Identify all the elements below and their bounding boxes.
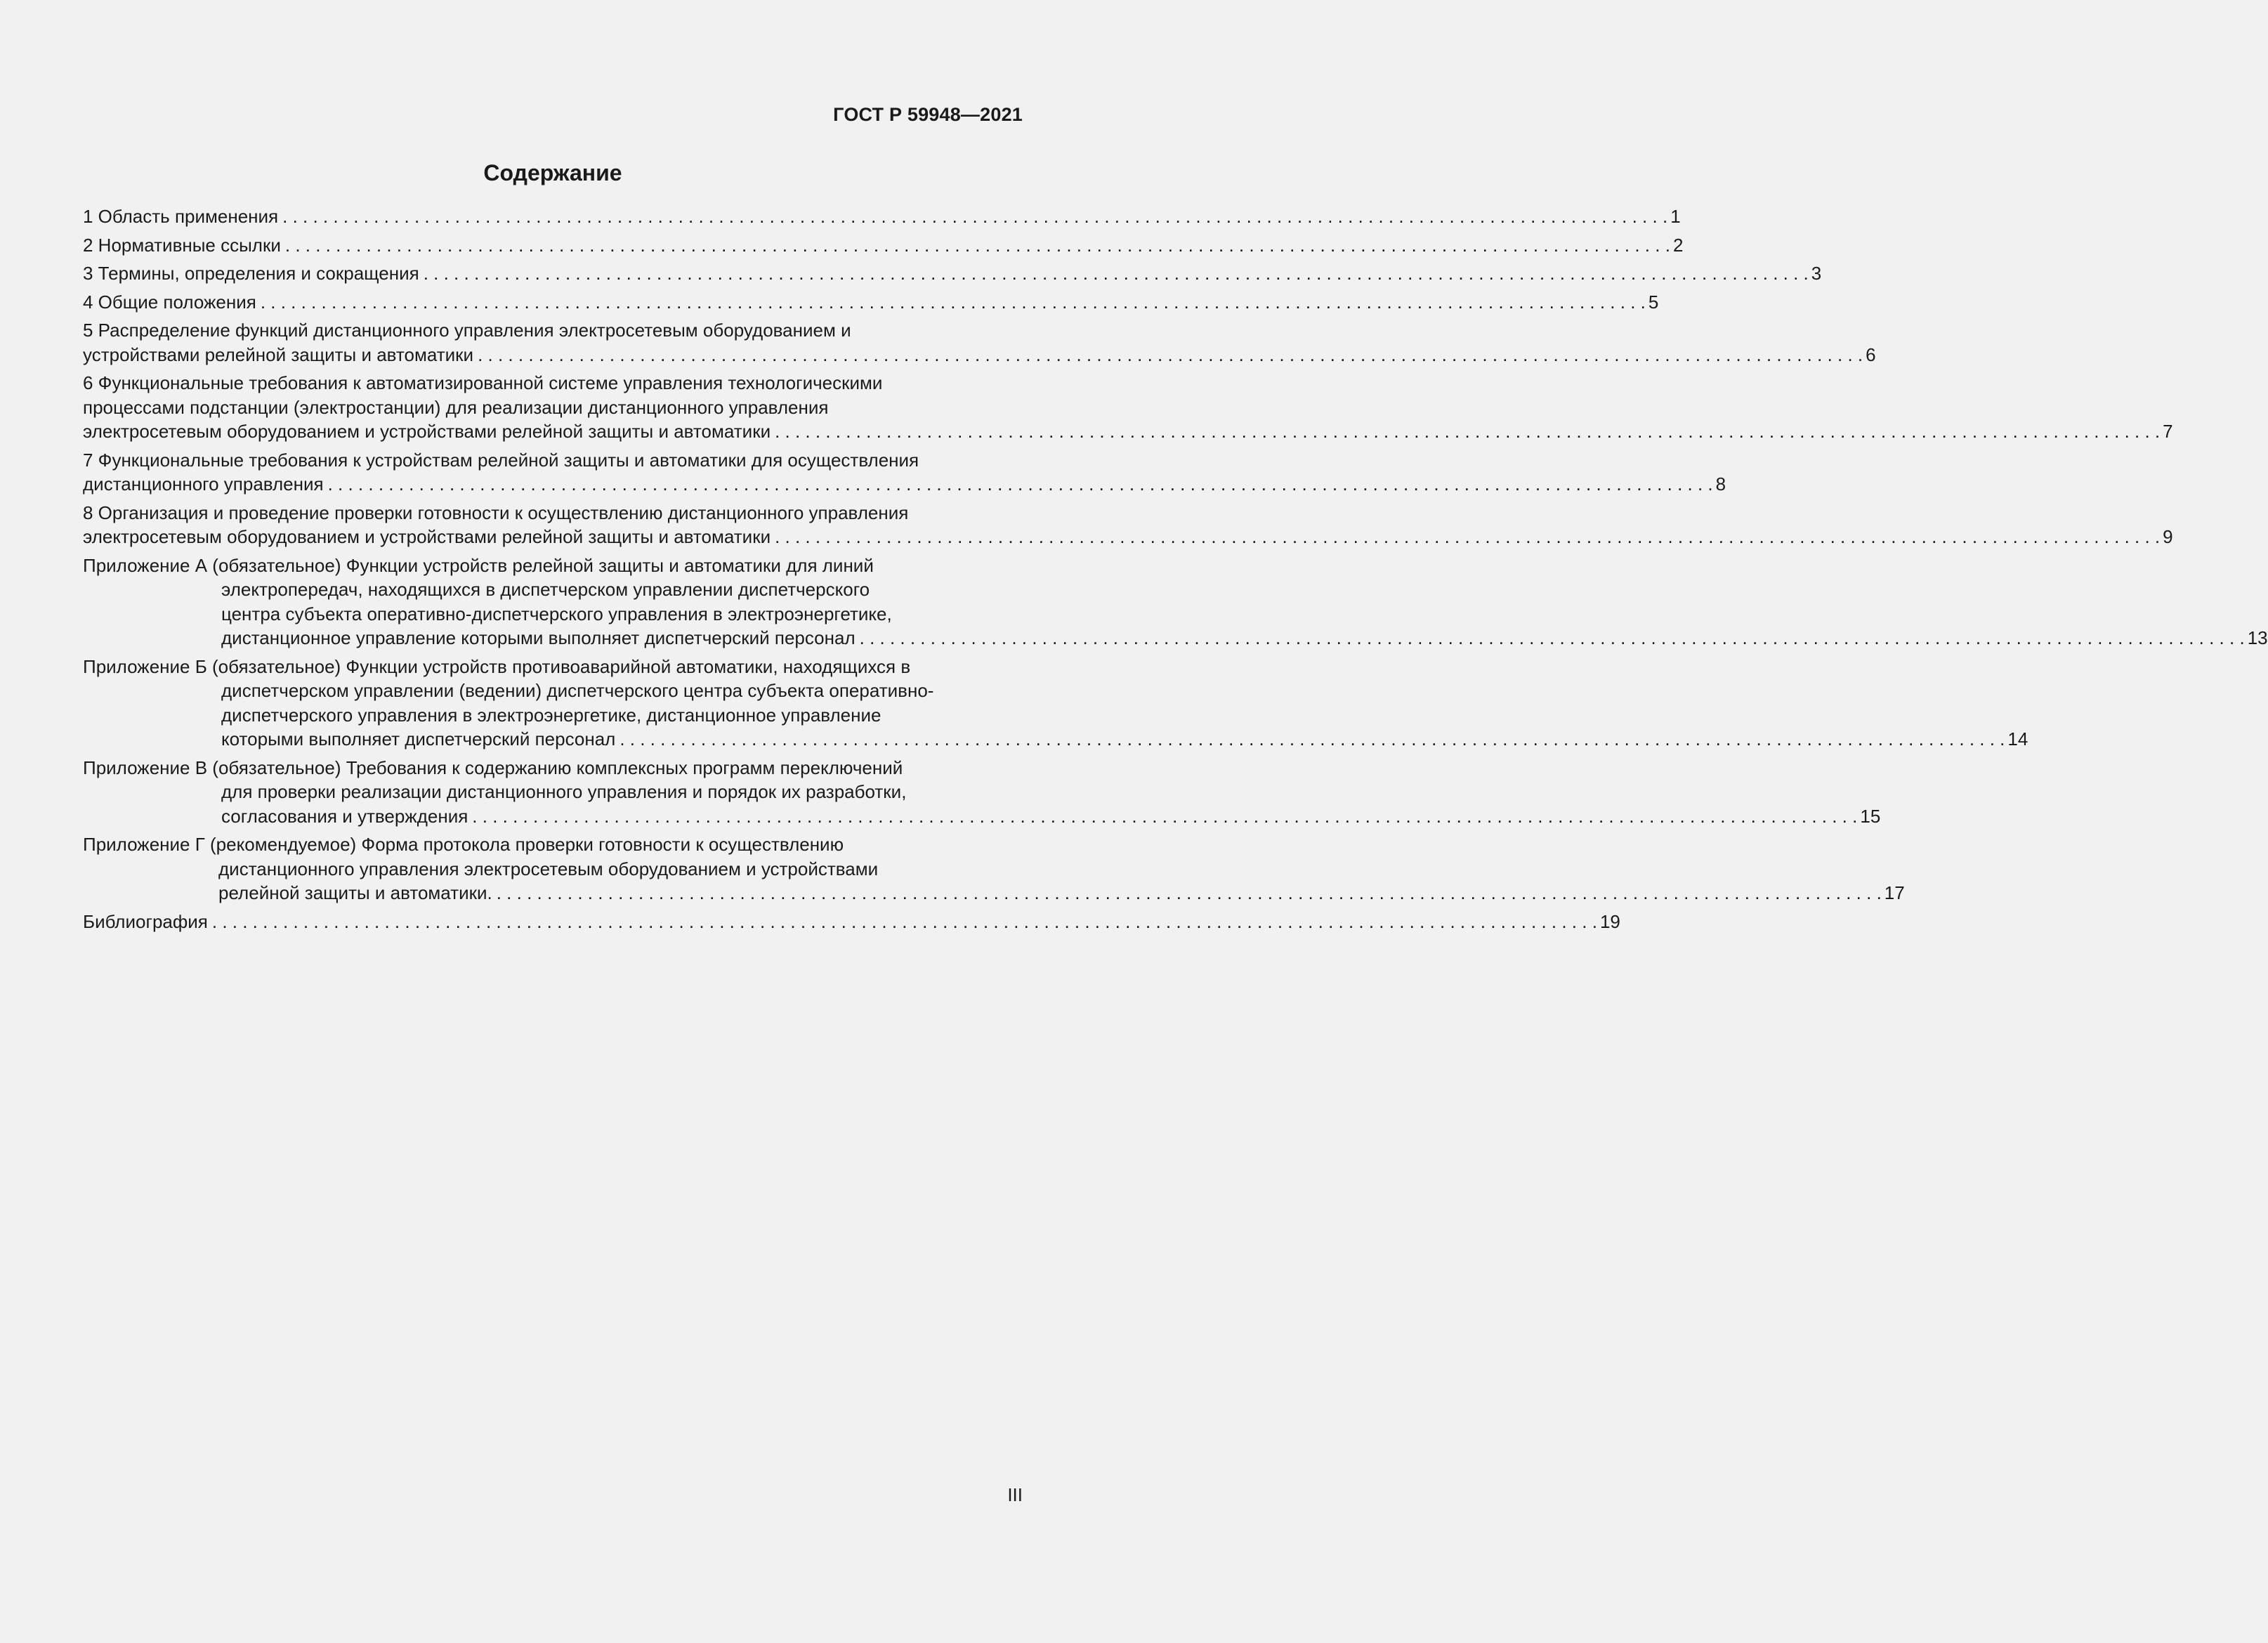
- dot-leader: . . . . . . . . . . . . . . . . . . . . . . . . . . . . . . . . . . . . . . . . . . . . . . . . . . . . . . . . . . . . . . . . . . . . . . . . . . . . . . . . . . . . . . . . . . . . . . . . . . . . . . . . . . . . . . . . . . . . . . . . . . . . . . . . . . . . . . . . .: [775, 421, 2161, 442]
- toc-page-number: 3: [1811, 263, 1822, 284]
- toc-entry-text: электросетевым оборудованием и устройствами релейной защиты и автоматики: [83, 421, 771, 442]
- toc-entry-appendix-a[interactable]: [83, 554, 2268, 650]
- toc-entry-6[interactable]: [83, 371, 2173, 444]
- dot-leader: . . . . . . . . . . . . . . . . . . . . . . . . . . . . . . . . . . . . . . . . . . . . . . . . . . . . . . . . . . . . . . . . . . . . . . . . . . . . . . . . . . . . . . . . . . . . . . . . . . . . . . . . . . . . . . . . . . . . . . . . . . . . . . . . . . . . . . . . .: [284, 234, 1670, 256]
- toc-entry-text: релейной защиты и автоматики.: [218, 882, 492, 903]
- toc-entry-text: Библиография: [83, 910, 208, 932]
- toc-entry-line: электропередач, находящихся в диспетчерском управлении диспетчерского: [221, 579, 870, 600]
- toc-entry-text: 1 Область применения: [83, 206, 279, 227]
- document-code: ГОСТ Р 59948—2021: [833, 104, 1023, 125]
- dot-leader: . . . . . . . . . . . . . . . . . . . . . . . . . . . . . . . . . . . . . . . . . . . . . . . . . . . . . . . . . . . . . . . . . . . . . . . . . . . . . . . . . . . . . . . . . . . . . . . . . . . . . . . . . . . . . . . . . . . . . . . . . . . . . . . . . . . . . . . . .: [775, 526, 2161, 547]
- dot-leader: . . . . . . . . . . . . . . . . . . . . . . . . . . . . . . . . . . . . . . . . . . . . . . . . . . . . . . . . . . . . . . . . . . . . . . . . . . . . . . . . . . . . . . . . . . . . . . . . . . . . . . . . . . . . . . . . . . . . . . . . . . . . . . . . . . . . . . . . .: [423, 263, 1809, 284]
- dot-leader: . . . . . . . . . . . . . . . . . . . . . . . . . . . . . . . . . . . . . . . . . . . . . . . . . . . . . . . . . . . . . . . . . . . . . . . . . . . . . . . . . . . . . . . . . . . . . . . . . . . . . . . . . . . . . . . . . . . . . . . . . . . . . . . . . . . . . . . . .: [260, 291, 1646, 313]
- toc-page-number: 1: [1670, 206, 1681, 227]
- dot-leader: . . . . . . . . . . . . . . . . . . . . . . . . . . . . . . . . . . . . . . . . . . . . . . . . . . . . . . . . . . . . . . . . . . . . . . . . . . . . . . . . . . . . . . . . . . . . . . . . . . . . . . . . . . . . . . . . . . . . . . . . . . . . . . . . . . . . . . . . .: [211, 910, 1597, 932]
- table-of-contents: [83, 204, 2268, 938]
- dot-leader: . . . . . . . . . . . . . . . . . . . . . . . . . . . . . . . . . . . . . . . . . . . . . . . . . . . . . . . . . . . . . . . . . . . . . . . . . . . . . . . . . . . . . . . . . . . . . . . . . . . . . . . . . . . . . . . . . . . . . . . . . . . . . . . . . . . . . . . . .: [859, 627, 2245, 648]
- toc-entry-7[interactable]: [83, 448, 1726, 497]
- toc-title: Содержание: [483, 160, 622, 185]
- toc-page-number: 2: [1672, 234, 1684, 256]
- toc-entry-line: 6 Функциональные требования к автоматизированной системе управления технологическими: [83, 372, 883, 393]
- toc-entry-appendix-g[interactable]: [83, 832, 1905, 905]
- toc-entry-line: дистанционного управления электросетевым оборудованием и устройствами: [218, 858, 879, 879]
- toc-page-number: 9: [2163, 526, 2173, 547]
- toc-entry-bibliography[interactable]: [83, 910, 1620, 934]
- toc-entry-line: для проверки реализации дистанционного управления и порядок их разработки,: [221, 781, 907, 802]
- toc-page-number: 7: [2163, 421, 2173, 442]
- toc-entry-text: устройствами релейной защиты и автоматики: [83, 343, 474, 365]
- toc-entry-4[interactable]: [83, 290, 1659, 315]
- toc-entry-text: дистанционного управления: [83, 473, 324, 495]
- dot-leader: . . . . . . . . . . . . . . . . . . . . . . . . . . . . . . . . . . . . . . . . . . . . . . . . . . . . . . . . . . . . . . . . . . . . . . . . . . . . . . . . . . . . . . . . . . . . . . . . . . . . . . . . . . . . . . . . . . . . . . . . . . . . . . . . . . . . . . . . .: [478, 343, 1863, 365]
- dot-leader: . . . . . . . . . . . . . . . . . . . . . . . . . . . . . . . . . . . . . . . . . . . . . . . . . . . . . . . . . . . . . . . . . . . . . . . . . . . . . . . . . . . . . . . . . . . . . . . . . . . . . . . . . . . . . . . . . . . . . . . . . . . . . . . . . . . . . . . . .: [472, 805, 1858, 827]
- dot-leader: . . . . . . . . . . . . . . . . . . . . . . . . . . . . . . . . . . . . . . . . . . . . . . . . . . . . . . . . . . . . . . . . . . . . . . . . . . . . . . . . . . . . . . . . . . . . . . . . . . . . . . . . . . . . . . . . . . . . . . . . . . . . . . . . . . . . . . . . .: [620, 728, 2005, 750]
- toc-entry-text: электросетевым оборудованием и устройствами релейной защиты и автоматики: [83, 526, 771, 547]
- toc-entry-line: Приложение Г (рекомендуемое) Форма протокола проверки готовности к осуществлению: [83, 834, 844, 855]
- toc-entry-line: Приложение А (обязательное) Функции устройств релейной защиты и автоматики для линий: [83, 554, 874, 576]
- toc-page-number: 15: [1860, 805, 1881, 827]
- toc-page-number: 14: [2007, 728, 2028, 750]
- toc-entry-2[interactable]: [83, 233, 1684, 258]
- toc-entry-line: 7 Функциональные требования к устройствам релейной защиты и автоматики для осуществления: [83, 449, 919, 471]
- toc-entry-line: 5 Распределение функций дистанционного управления электросетевым оборудованием и: [83, 320, 851, 341]
- toc-page-number: 8: [1715, 473, 1726, 495]
- toc-page-number: 19: [1599, 910, 1620, 932]
- toc-entry-text: 4 Общие положения: [83, 291, 256, 313]
- toc-page-number: 6: [1866, 343, 1876, 365]
- dot-leader: . . . . . . . . . . . . . . . . . . . . . . . . . . . . . . . . . . . . . . . . . . . . . . . . . . . . . . . . . . . . . . . . . . . . . . . . . . . . . . . . . . . . . . . . . . . . . . . . . . . . . . . . . . . . . . . . . . . . . . . . . . . . . . . . . . . . . . . . .: [327, 473, 1713, 495]
- toc-page-number: 5: [1648, 291, 1659, 313]
- toc-entry-text: согласования и утверждения: [221, 805, 468, 827]
- toc-page-number: 13: [2247, 627, 2268, 648]
- toc-entry-text: 2 Нормативные ссылки: [83, 234, 281, 256]
- toc-entry-3[interactable]: [83, 261, 1822, 286]
- dot-leader: . . . . . . . . . . . . . . . . . . . . . . . . . . . . . . . . . . . . . . . . . . . . . . . . . . . . . . . . . . . . . . . . . . . . . . . . . . . . . . . . . . . . . . . . . . . . . . . . . . . . . . . . . . . . . . . . . . . . . . . . . . . . . . . . . . . . . . . . .: [496, 882, 1882, 903]
- toc-entry-text: которыми выполняет диспетчерский персонал: [221, 728, 616, 750]
- toc-entry-appendix-v[interactable]: [83, 756, 1881, 829]
- toc-entry-line: Приложение Б (обязательное) Функции устройств противоаварийной автоматики, находящихся в: [83, 655, 911, 677]
- toc-entry-8[interactable]: [83, 501, 2173, 549]
- toc-entry-text: дистанционное управление которыми выполняет диспетчерский персонал: [221, 627, 856, 648]
- toc-entry-line: центра субъекта оперативно-диспетчерского управления в электроэнергетике,: [221, 603, 892, 624]
- toc-entry-5[interactable]: [83, 318, 1876, 367]
- page-number: III: [1007, 1484, 1023, 1505]
- toc-entry-line: 8 Организация и проведение проверки готовности к осуществлению дистанционного управления: [83, 502, 909, 523]
- toc-entry-line: процессами подстанции (электростанции) для реализации дистанционного управления: [83, 396, 829, 418]
- toc-entry-line: диспетчерского управления в электроэнергетике, дистанционное управление: [221, 704, 881, 726]
- dot-leader: . . . . . . . . . . . . . . . . . . . . . . . . . . . . . . . . . . . . . . . . . . . . . . . . . . . . . . . . . . . . . . . . . . . . . . . . . . . . . . . . . . . . . . . . . . . . . . . . . . . . . . . . . . . . . . . . . . . . . . . . . . . . . . . . . . . . . . . . .: [282, 206, 1668, 227]
- toc-entry-text: 3 Термины, определения и сокращения: [83, 263, 419, 284]
- toc-entry-line: диспетчерском управлении (ведении) диспетчерского центра субъекта оперативно-: [221, 680, 934, 701]
- toc-entry-1[interactable]: [83, 204, 1681, 229]
- toc-entry-line: Приложение В (обязательное) Требования к содержанию комплексных программ переключений: [83, 757, 903, 778]
- toc-entry-appendix-b[interactable]: [83, 655, 2028, 752]
- toc-page-number: 17: [1884, 882, 1905, 903]
